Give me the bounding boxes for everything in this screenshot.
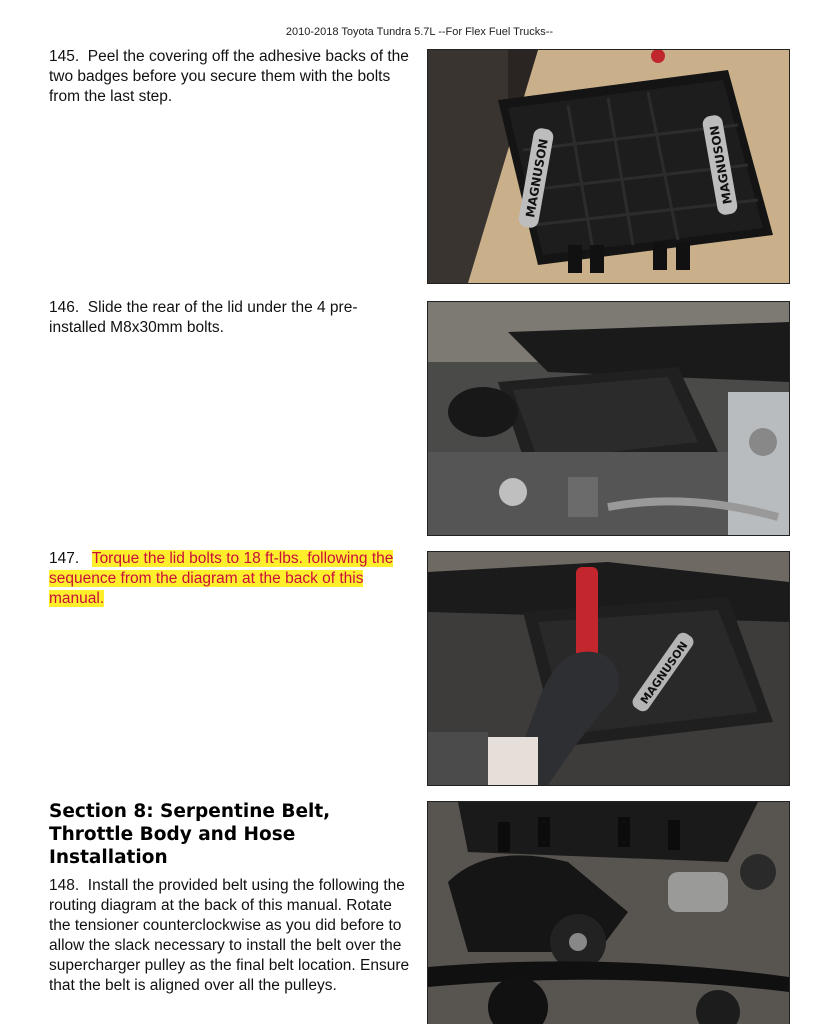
section-8-title: Section 8: Serpentine Belt, Throttle Body and Hose Installation bbox=[49, 801, 331, 868]
step-text-highlighted: Torque the lid bolts to 18 ft-lbs. following the sequence from the diagram at the back of this manual. bbox=[49, 550, 394, 607]
step-number: 145. bbox=[49, 48, 80, 65]
step-148 bbox=[49, 876, 414, 996]
photo-supercharger-lid-badges bbox=[427, 49, 790, 284]
photo-lid-install-engine-bay bbox=[427, 301, 790, 536]
badge-text: MAGNUSON bbox=[637, 639, 691, 707]
step-number: 148. bbox=[49, 877, 80, 894]
step-text: Install the provided belt using the following the routing diagram at the back of this manual. Rotate the tensioner counterclockwise as you did before to allow the slack necessary to install the belt over the supercharger pulley as the final belt location. Ensure that the belt is aligned over all the pulleys. bbox=[49, 877, 410, 994]
page-header: 2010-2018 Toyota Tundra 5.7L --For Flex Fuel Trucks-- bbox=[285, 26, 554, 38]
photo-serpentine-belt bbox=[427, 801, 790, 1024]
step-text: Slide the rear of the lid under the 4 pre-installed M8x30mm bolts. bbox=[49, 299, 358, 336]
step-145 bbox=[49, 47, 414, 107]
step-147 bbox=[49, 549, 414, 609]
step-number: 146. bbox=[49, 299, 80, 316]
photo-torque-lid-bolts bbox=[427, 551, 790, 786]
step-text: Peel the covering off the adhesive backs of the two badges before you secure them with the bolts from the last step. bbox=[49, 48, 409, 105]
step-146 bbox=[49, 298, 414, 338]
step-number: 147. bbox=[49, 550, 80, 567]
badge-right-text: MAGNUSON bbox=[707, 124, 735, 206]
badge-left-text: MAGNUSON bbox=[523, 137, 551, 219]
